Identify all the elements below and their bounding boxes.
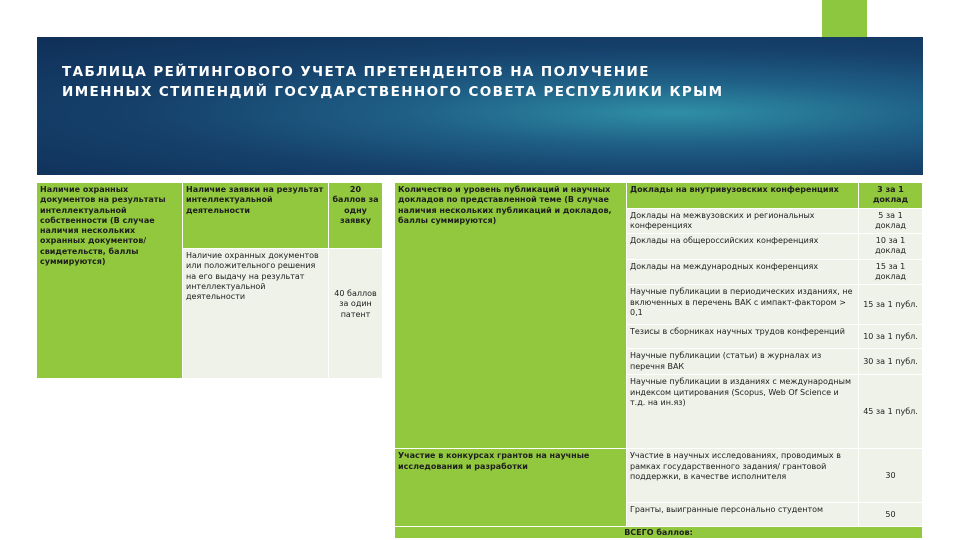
table-row: [395, 183, 923, 209]
item-cell: Гранты, выигранные персонально студентом: [627, 503, 859, 527]
title-banner: [37, 37, 923, 175]
item-cell: Научные публикации в периодических изданиях, не включенных в перечень ВАК с импакт-фактором > 0,1: [627, 285, 859, 325]
points-cell: 5 за 1 доклад: [859, 208, 923, 234]
item-cell: Наличие охранных документов или положительного решения на его выдачу на результат интеллектуальной деятельности: [183, 249, 329, 379]
points-cell: 30 за 1 публ.: [859, 349, 923, 375]
item-cell: Тезисы в сборниках научных трудов конференций: [627, 325, 859, 349]
right-rating-table: [394, 182, 923, 539]
item-cell: Доклады на межвузовских и региональных конференциях: [627, 208, 859, 234]
points-cell: 10 за 1 доклад: [859, 234, 923, 260]
points-cell: 15 за 1 публ.: [859, 285, 923, 325]
points-cell: 50: [859, 503, 923, 527]
left-rating-table: [36, 182, 383, 379]
slide-title: ТАБЛИЦА РЕЙТИНГОВОГО УЧЕТА ПРЕТЕНДЕНТОВ НА ПОЛУЧЕНИЕ ИМЕННЫХ СТИПЕНДИЙ ГОСУДАРСТВЕННОГО СОВЕТА РЕСПУБЛИКИ КРЫМ: [62, 64, 724, 100]
category-cell: Наличие охранных документов на результаты интеллектуальной собственности (В случае наличия нескольких охранных документов/свидетельств, баллы суммируются): [37, 183, 183, 379]
total-label: ВСЕГО баллов:: [395, 527, 923, 539]
item-cell: Участие в научных исследованиях, проводимых в рамках государственного задания/ грантовой поддержки, в качестве исполнителя: [627, 449, 859, 503]
item-cell: Научные публикации (статьи) в журналах из перечня ВАК: [627, 349, 859, 375]
item-cell: Наличие заявки на результат интеллектуальной деятельности: [183, 183, 329, 249]
table-row: [395, 449, 923, 503]
points-cell: 3 за 1 доклад: [859, 183, 923, 209]
item-cell: Доклады на общероссийских конференциях: [627, 234, 859, 260]
points-cell: 45 за 1 публ.: [859, 375, 923, 449]
table-row: [37, 183, 383, 249]
category-cell: Количество и уровень публикаций и научных докладов по представленной теме (В случае наличия нескольких публикаций и докладов, баллы суммируются): [395, 183, 627, 449]
total-row: [395, 527, 923, 539]
item-cell: Научные публикации в изданиях с международным индексом цитирования (Scopus, Web Of Science и т.д. на ин.яз): [627, 375, 859, 449]
points-cell: 15 за 1 доклад: [859, 259, 923, 285]
category-cell: Участие в конкурсах грантов на научные исследования и разработки: [395, 449, 627, 527]
item-cell: Доклады на международных конференциях: [627, 259, 859, 285]
points-cell: 10 за 1 публ.: [859, 325, 923, 349]
item-cell: Доклады на внутривузовских конференциях: [627, 183, 859, 209]
points-cell: 20 баллов за одну заявку: [329, 183, 383, 249]
points-cell: 30: [859, 449, 923, 503]
points-cell: 40 баллов за один патент: [329, 249, 383, 379]
